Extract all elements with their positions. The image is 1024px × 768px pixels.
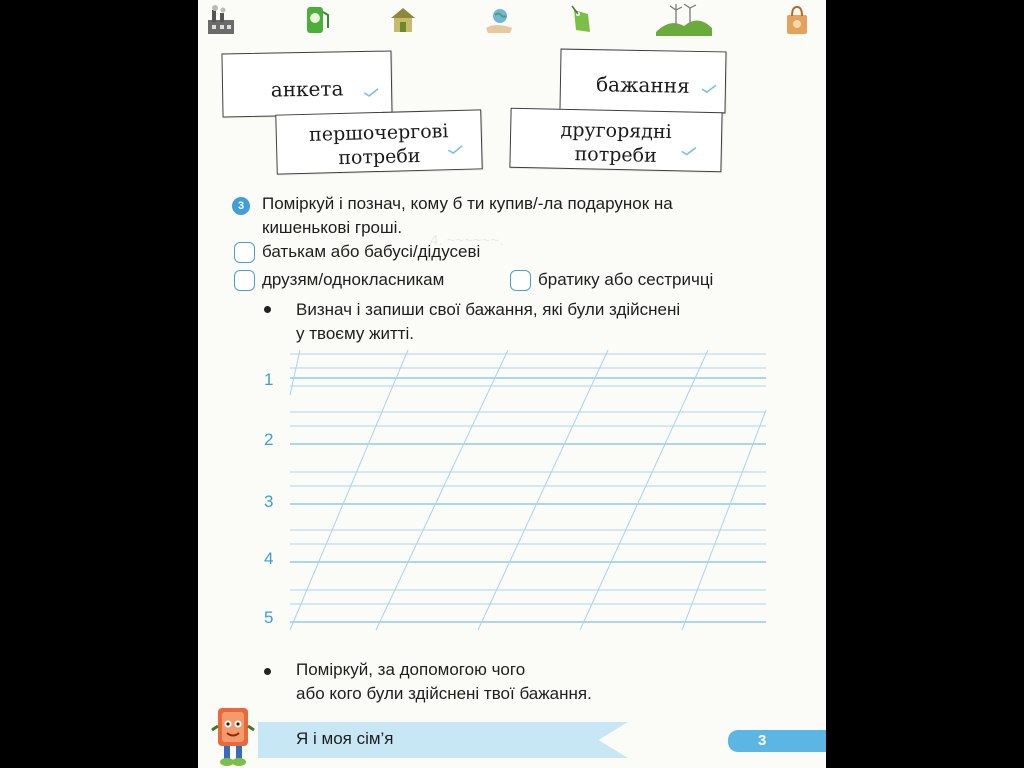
workbook-page	[198, 0, 826, 768]
line-number: 3	[264, 492, 274, 511]
line-number: 2	[264, 430, 274, 449]
bullet-dot	[264, 668, 271, 675]
bullet2-line1: Поміркуй, за допомогою чого	[296, 660, 526, 679]
bleed-through-text: 4. ~~~~~~.	[430, 232, 504, 249]
page-number: 3	[758, 732, 767, 749]
task-instruction-line1: Поміркуй і познач, кому б ти купив/-ла подарунок на	[262, 194, 673, 213]
line-number: 4	[264, 549, 274, 568]
card-bazhannia-label: бажання	[595, 72, 690, 98]
card-druhoriadni-line2: потреби	[574, 143, 657, 167]
option-siblings-label: братику або сестричці	[538, 270, 714, 289]
line-number: 5	[264, 608, 274, 627]
bullet2-line2: або кого були здійснені твої бажання.	[296, 684, 592, 703]
option-parents-label: батькам або бабусі/дідусеві	[262, 242, 481, 261]
card-pershocherhovi-line2: потреби	[338, 144, 421, 170]
page-number-tab	[728, 730, 826, 752]
book-mascot-icon	[208, 700, 258, 768]
task-instruction-line2: кишенькові гроші.	[262, 218, 403, 237]
card-druhoriadni-line1: другорядні	[560, 118, 672, 144]
task-number-badge: 3	[232, 197, 250, 215]
bullet1-line2: у твоєму житті.	[296, 324, 415, 343]
bullet1-line1: Визнач і запиши свої бажання, які були здійснені	[296, 300, 681, 319]
card-pershocherhovi-line1: першочергові	[308, 120, 449, 146]
option-friends-label: друзям/однокласникам	[262, 270, 445, 289]
line-number: 1	[264, 370, 274, 389]
card-anketa-label: анкета	[270, 76, 344, 102]
writing-area[interactable]	[198, 0, 826, 768]
footer-title: Я і моя сім’я	[296, 729, 394, 748]
